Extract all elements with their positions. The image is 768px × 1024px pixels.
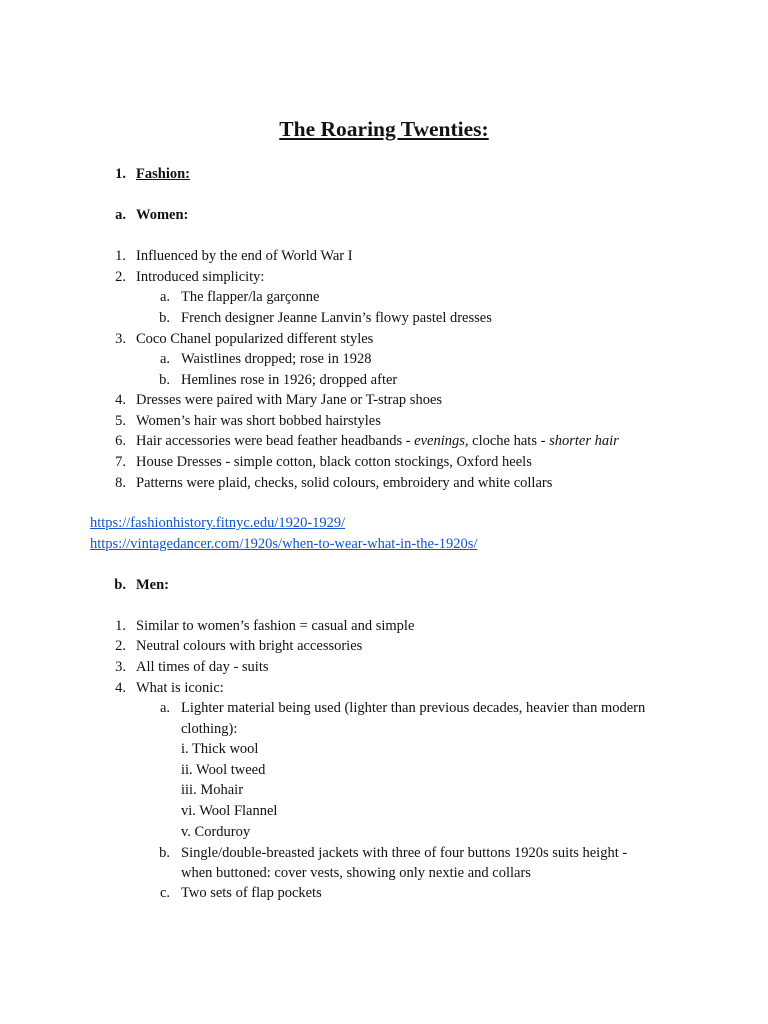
list-marker: 1. bbox=[115, 618, 126, 634]
material-item: ii. Wool tweed bbox=[181, 762, 266, 778]
list-marker: b. bbox=[159, 310, 170, 326]
list-item-text: Lighter material being used (lighter than previous decades, heavier than modern bbox=[181, 700, 646, 716]
material-item: vi. Wool Flannel bbox=[181, 803, 278, 819]
list-marker: 7. bbox=[115, 454, 126, 470]
list-marker: a. bbox=[159, 700, 170, 716]
list-marker: 4. bbox=[115, 392, 126, 408]
list-marker: a. bbox=[115, 207, 126, 223]
list-item-continuation: clothing): bbox=[181, 721, 238, 737]
text-run: , cloche hats - bbox=[464, 433, 550, 449]
list-item-text: House Dresses - simple cotton, black cotton stockings, Oxford heels bbox=[136, 454, 532, 470]
list-item-text: Single/double-breasted jackets with three of four buttons 1920s suits height - bbox=[181, 845, 628, 861]
list-item-text: Women’s hair was short bobbed hairstyles bbox=[136, 413, 381, 429]
page-title: The Roaring Twenties: bbox=[279, 117, 489, 141]
list-item-text: Similar to women’s fashion = casual and simple bbox=[136, 618, 415, 634]
list-item-text: Two sets of flap pockets bbox=[181, 885, 322, 901]
list-marker: 8. bbox=[115, 475, 126, 491]
list-item-text: Dresses were paired with Mary Jane or T-strap shoes bbox=[136, 392, 443, 408]
list-item-text: All times of day - suits bbox=[136, 659, 269, 675]
list-item-text: Neutral colours with bright accessories bbox=[136, 638, 363, 654]
list-marker: 6. bbox=[115, 433, 126, 449]
reference-link[interactable]: https://fashionhistory.fitnyc.edu/1920-1929/ bbox=[90, 515, 346, 531]
list-item-text: Influenced by the end of World War I bbox=[136, 248, 353, 264]
material-item: iii. Mohair bbox=[181, 782, 244, 798]
list-marker: b. bbox=[159, 372, 170, 388]
text-run: Hair accessories were bead feather headbands - bbox=[136, 433, 415, 449]
list-marker: a. bbox=[159, 289, 170, 305]
list-item-text: Hemlines rose in 1926; dropped after bbox=[181, 372, 398, 388]
list-item-text: Introduced simplicity: bbox=[136, 269, 265, 285]
list-marker: 3. bbox=[115, 331, 126, 347]
reference-link[interactable]: https://vintagedancer.com/1920s/when-to-wear-what-in-the-1920s/ bbox=[90, 536, 478, 552]
list-marker: 2. bbox=[115, 269, 126, 285]
list-marker: a. bbox=[159, 351, 170, 367]
list-marker: 1. bbox=[115, 248, 126, 264]
list-item-text: The flapper/la garçonne bbox=[181, 289, 320, 305]
list-marker: 1. bbox=[115, 166, 126, 182]
list-item-text: Coco Chanel popularized different styles bbox=[136, 331, 374, 347]
list-item-text: What is iconic: bbox=[136, 680, 224, 696]
list-item-text: French designer Jeanne Lanvin’s flowy pastel dresses bbox=[181, 310, 492, 326]
list-marker: b. bbox=[114, 577, 126, 593]
section-label: Fashion: bbox=[136, 166, 190, 182]
list-marker: 3. bbox=[115, 659, 126, 675]
list-item-text: Waistlines dropped; rose in 1928 bbox=[181, 351, 372, 367]
list-item-continuation: when buttoned: cover vests, showing only nextie and collars bbox=[181, 865, 531, 881]
subsection-label: Men: bbox=[136, 577, 170, 593]
list-item-text: Patterns were plaid, checks, solid colours, embroidery and white collars bbox=[136, 475, 553, 491]
list-marker: b. bbox=[159, 845, 170, 861]
list-marker: 5. bbox=[115, 413, 126, 429]
italic-text: shorter hair bbox=[549, 433, 619, 449]
list-marker: c. bbox=[159, 885, 170, 901]
material-item: v. Corduroy bbox=[181, 824, 251, 840]
material-item: i. Thick wool bbox=[181, 741, 259, 757]
list-marker: 2. bbox=[115, 638, 126, 654]
list-item-text bbox=[136, 433, 619, 450]
subsection-label: Women: bbox=[136, 207, 189, 223]
list-marker: 4. bbox=[115, 680, 126, 696]
italic-text: evenings bbox=[414, 433, 465, 449]
